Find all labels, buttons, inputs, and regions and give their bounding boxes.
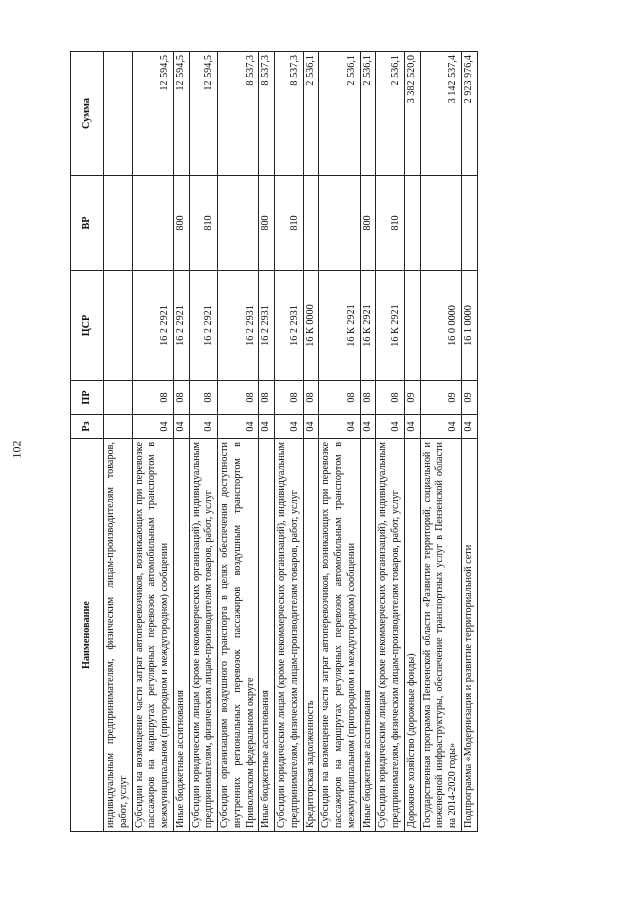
cell-vr	[319, 176, 360, 271]
cell-pr: 09	[461, 381, 477, 415]
cell-csr: 16 2 2931	[259, 271, 275, 381]
table-row	[275, 52, 304, 832]
cell-name: Субсидии юридическим лицам (кроме некоммерческих организаций), индивидуальным предпринимателям, физическим лицам-производителям товаров, работ, услуг	[275, 439, 304, 832]
table-row	[218, 52, 259, 832]
table-row	[173, 52, 189, 832]
page-number: 102	[9, 440, 24, 459]
cell-csr: 16 К 0000	[303, 271, 319, 381]
table-row	[461, 52, 477, 832]
cell-rz	[104, 415, 133, 439]
cell-name: Субсидии на возмещение части затрат автоперевозчиков, возникающих при перевозке пассажиров на маршрутах регулярных перевозок автомобильным транспортом в межмуниципальном (пригородном и междугородном) сообщении	[319, 439, 360, 832]
cell-csr: 16 2 2931	[275, 271, 304, 381]
cell-pr: 08	[360, 381, 376, 415]
table-header-row	[71, 52, 104, 832]
cell-vr	[132, 176, 173, 271]
cell-csr: 16 К 2921	[319, 271, 360, 381]
cell-vr: 800	[173, 176, 189, 271]
cell-name: Дорожное хозяйство (дорожные фонды)	[404, 439, 420, 832]
cell-sum: 2 536,1	[319, 52, 360, 176]
cell-csr	[104, 271, 133, 381]
cell-pr: 08	[173, 381, 189, 415]
cell-sum: 2 536,1	[360, 52, 376, 176]
table-row	[303, 52, 319, 832]
table-row	[420, 52, 461, 832]
table-row	[259, 52, 275, 832]
cell-sum: 8 537,3	[275, 52, 304, 176]
table-row	[104, 52, 133, 832]
header-vr: ВР	[71, 176, 104, 271]
table-row	[189, 52, 218, 832]
cell-pr: 09	[404, 381, 420, 415]
cell-name: Субсидии на возмещение части затрат автоперевозчиков, возникающих при перевозке пассажиров на маршрутах регулярных перевозок автомобильным транспортом в межмуниципальном (пригородном и междугородном) сообщении	[132, 439, 173, 832]
cell-pr: 08	[376, 381, 405, 415]
cell-sum: 2 536,1	[303, 52, 319, 176]
cell-name: Иные бюджетные ассигнования	[360, 439, 376, 832]
cell-rz: 04	[461, 415, 477, 439]
cell-sum	[104, 52, 133, 176]
cell-rz: 04	[404, 415, 420, 439]
cell-sum: 2 923 976,4	[461, 52, 477, 176]
cell-pr: 09	[420, 381, 461, 415]
header-csr: ЦСР	[71, 271, 104, 381]
budget-table-sheet	[70, 52, 574, 832]
cell-vr	[404, 176, 420, 271]
cell-vr: 810	[189, 176, 218, 271]
cell-csr: 16 К 2921	[360, 271, 376, 381]
cell-vr: 810	[275, 176, 304, 271]
cell-sum: 12 594,5	[173, 52, 189, 176]
cell-pr: 08	[189, 381, 218, 415]
cell-pr: 08	[132, 381, 173, 415]
cell-rz: 04	[218, 415, 259, 439]
cell-name: Субсидии организациям воздушного транспорта в целях обеспечения доступности внутренних региональных перевозок пассажиров воздушным транспортом в Приволжском федеральном округе	[218, 439, 259, 832]
cell-vr	[104, 176, 133, 271]
cell-pr	[104, 381, 133, 415]
cell-pr: 08	[275, 381, 304, 415]
cell-sum: 12 594,5	[189, 52, 218, 176]
cell-sum: 8 537,3	[218, 52, 259, 176]
cell-sum: 3 142 537,4	[420, 52, 461, 176]
header-rz: Рз	[71, 415, 104, 439]
cell-name: Иные бюджетные ассигнования	[173, 439, 189, 832]
cell-vr	[420, 176, 461, 271]
table-row	[360, 52, 376, 832]
cell-rz: 04	[420, 415, 461, 439]
cell-name: Кредиторская задолженность	[303, 439, 319, 832]
cell-name: Субсидии юридическим лицам (кроме некоммерческих организаций), индивидуальным предпринимателям, физическим лицам-производителям товаров, работ, услуг	[376, 439, 405, 832]
header-name: Наименование	[71, 439, 104, 832]
cell-rz: 04	[303, 415, 319, 439]
cell-vr	[461, 176, 477, 271]
table-row	[376, 52, 405, 832]
cell-sum: 8 537,3	[259, 52, 275, 176]
cell-csr: 16 2 2921	[132, 271, 173, 381]
cell-pr: 08	[319, 381, 360, 415]
cell-rz: 04	[319, 415, 360, 439]
cell-rz: 04	[275, 415, 304, 439]
page-number-margin	[0, 0, 60, 905]
table-row	[132, 52, 173, 832]
cell-vr: 800	[259, 176, 275, 271]
header-sum: Сумма	[71, 52, 104, 176]
cell-csr: 16 2 2921	[173, 271, 189, 381]
cell-pr: 08	[303, 381, 319, 415]
cell-rz: 04	[173, 415, 189, 439]
table-row	[319, 52, 360, 832]
cell-vr	[303, 176, 319, 271]
cell-csr: 16 2 2921	[189, 271, 218, 381]
cell-name: Иные бюджетные ассигнования	[259, 439, 275, 832]
rotated-table-wrapper	[70, 52, 574, 832]
cell-csr: 16 2 2931	[218, 271, 259, 381]
cell-sum: 3 382 520,0	[404, 52, 420, 176]
cell-name: индивидуальным предпринимателям, физическим лицам-производителям товаров, работ, услуг	[104, 439, 133, 832]
cell-vr: 810	[376, 176, 405, 271]
cell-vr: 800	[360, 176, 376, 271]
cell-csr	[404, 271, 420, 381]
cell-name: Государственная программа Пензенской области «Развитие территорий, социальной и инженерной инфраструктуры, обеспечение транспортных услуг в Пензенской области на 2014-2020 годы»	[420, 439, 461, 832]
cell-sum: 2 536,1	[376, 52, 405, 176]
table-row	[404, 52, 420, 832]
cell-rz: 04	[259, 415, 275, 439]
cell-sum: 12 594,5	[132, 52, 173, 176]
cell-name: Субсидии юридическим лицам (кроме некоммерческих организаций), индивидуальным предпринимателям, физическим лицам-производителям товаров, работ, услуг	[189, 439, 218, 832]
cell-name: Подпрограмма «Модернизация и развитие территориальной сети	[461, 439, 477, 832]
cell-rz: 04	[132, 415, 173, 439]
table-body	[104, 52, 478, 832]
cell-csr: 16 К 2921	[376, 271, 405, 381]
cell-csr: 16 0 0000	[420, 271, 461, 381]
budget-table	[70, 51, 478, 832]
cell-csr: 16 1 0000	[461, 271, 477, 381]
cell-rz: 04	[189, 415, 218, 439]
cell-pr: 08	[259, 381, 275, 415]
cell-vr	[218, 176, 259, 271]
cell-rz: 04	[360, 415, 376, 439]
header-pr: ПР	[71, 381, 104, 415]
cell-pr: 08	[218, 381, 259, 415]
cell-rz: 04	[376, 415, 405, 439]
